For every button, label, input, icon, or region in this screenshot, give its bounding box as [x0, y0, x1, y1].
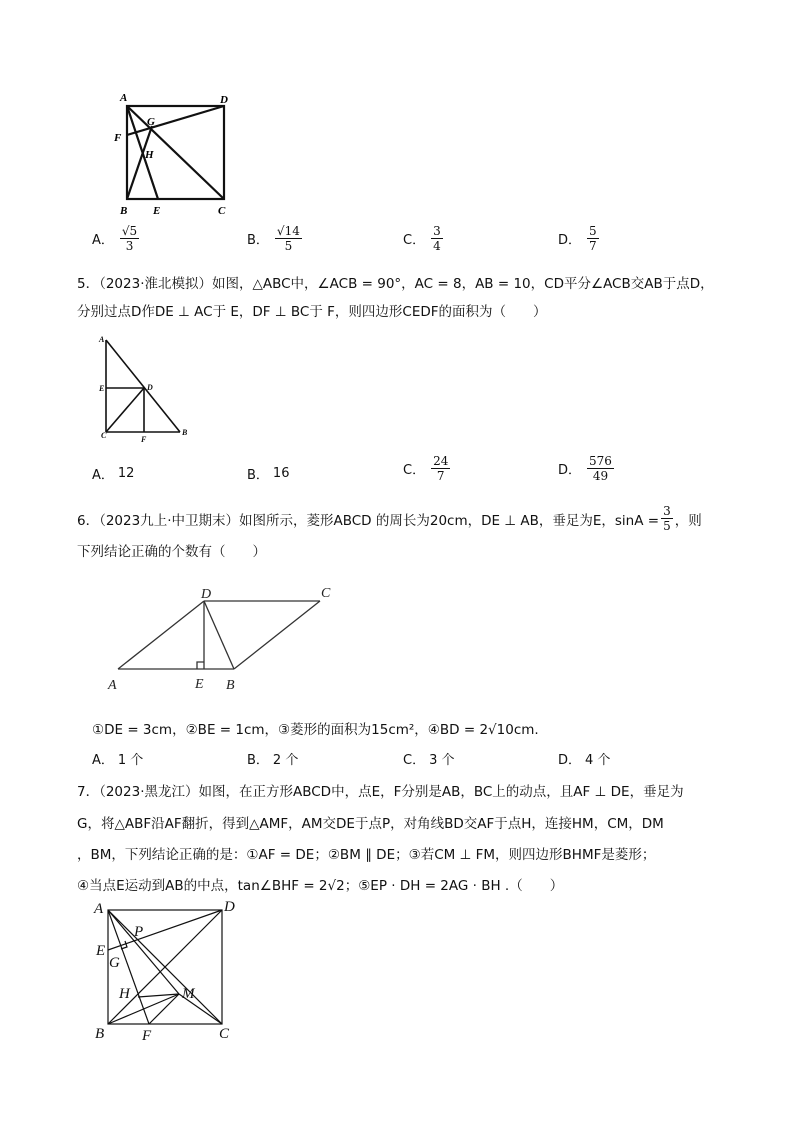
option-label: D．: [558, 463, 582, 478]
numerator: 5: [589, 224, 597, 238]
label-e: E: [195, 677, 204, 692]
label-e: E: [96, 943, 106, 959]
label-h: H: [119, 986, 130, 1002]
label-e: E: [153, 205, 161, 217]
q6-line-2: 下列结论正确的个数有（ ）: [77, 544, 266, 560]
label-g: G: [109, 955, 120, 971]
q6-line-1-text: 6．（2023九上·中卫期末）如图所示，菱形ABCD 的周长为20cm，DE ⊥ AB，垂足为E，sinA =: [77, 512, 660, 529]
label-d: D: [147, 383, 153, 392]
option-label: D．: [558, 233, 582, 248]
q6-option-b[interactable]: [247, 749, 298, 768]
label-c: C: [321, 586, 331, 601]
q5-line-1: 5．（2023·淮北模拟）如图，△ABC中，∠ACB = 90°，AC = 8，AB = 10，CD平分∠ACB交AB于点D，: [77, 276, 714, 292]
label-a: A: [99, 335, 105, 344]
label-a: A: [120, 92, 128, 104]
label-b: B: [120, 205, 128, 217]
option-label: A．: [92, 468, 114, 483]
label-c: C: [218, 205, 226, 217]
denominator: 5: [663, 519, 671, 533]
denominator: 7: [436, 469, 445, 483]
label-e: E: [99, 384, 105, 393]
option-label: D．: [558, 753, 582, 768]
label-d: D: [224, 899, 235, 915]
figure-q7: [92, 898, 242, 1046]
option-label: B．: [247, 753, 269, 768]
option-label: C．: [403, 753, 426, 768]
numerator: 3: [663, 504, 671, 518]
numerator: √14: [276, 224, 300, 238]
q7-line-3: ，BM，下列结论正确的是：①AF = DE；②BM ∥ DE；③若CM ⊥ FM，则四边形BHMF是菱形；: [77, 847, 656, 863]
label-f: F: [141, 435, 147, 444]
q6-statements: ①DE = 3cm，②BE = 1cm，③菱形的面积为15cm²，④BD = 2√10cm.: [92, 722, 539, 738]
label-h: H: [145, 149, 154, 161]
figure-q4: [110, 90, 250, 220]
option-text: 12: [117, 466, 135, 481]
label-c: C: [219, 1026, 230, 1042]
option-label: C．: [403, 463, 426, 478]
label-b: B: [226, 678, 235, 693]
option-text: 2 个: [272, 753, 299, 768]
option-text: 1 个: [117, 753, 144, 768]
label-b: B: [95, 1026, 105, 1042]
q4-option-c[interactable]: [403, 224, 443, 253]
q5-option-a[interactable]: [92, 464, 134, 483]
denominator: 5: [284, 239, 293, 253]
q6-line-1: [77, 504, 702, 533]
option-text: 4 个: [585, 753, 611, 768]
option-label: B．: [247, 233, 269, 248]
q6-option-d[interactable]: [558, 749, 610, 768]
q5-option-d[interactable]: [558, 454, 614, 483]
numerator: √5: [121, 224, 138, 238]
figure-q5: [92, 332, 202, 444]
label-m: M: [182, 986, 195, 1002]
label-d: D: [201, 587, 212, 602]
label-g: G: [147, 116, 155, 128]
q4-option-d[interactable]: [558, 224, 599, 253]
label-f: F: [142, 1028, 152, 1044]
denominator: 4: [433, 239, 441, 253]
q5-line-2: 分别过点D作DE ⊥ AC于 E，DF ⊥ BC于 F，则四边形CEDF的面积为（ ）: [77, 304, 547, 320]
label-b: B: [182, 428, 188, 437]
q6-option-c[interactable]: [403, 749, 454, 768]
label-a: A: [108, 678, 117, 693]
option-label: B．: [247, 468, 269, 483]
denominator: 3: [125, 239, 134, 253]
q4-option-b[interactable]: [247, 224, 302, 253]
label-c: C: [101, 431, 107, 440]
label-f: F: [114, 132, 122, 144]
q5-option-c[interactable]: [403, 454, 450, 483]
numerator: 24: [433, 454, 449, 468]
option-text: 16: [272, 466, 290, 481]
option-text: 3 个: [429, 753, 455, 768]
option-label: A．: [92, 233, 114, 248]
label-d: D: [220, 94, 228, 106]
numerator: 3: [433, 224, 441, 238]
q6-option-a[interactable]: [92, 749, 143, 768]
denominator: 49: [592, 469, 609, 483]
numerator: 576: [589, 454, 612, 468]
option-label: A．: [92, 753, 114, 768]
q7-line-2: G，将△ABF沿AF翻折，得到△AMF，AM交DE于点P，对角线BD交AF于点H，连接HM，CM，DM: [77, 816, 664, 832]
label-p: P: [134, 924, 144, 940]
q4-option-a[interactable]: [92, 224, 139, 253]
denominator: 7: [589, 239, 597, 253]
figure-q6: [100, 580, 350, 695]
q6-line-1-tail: ，则: [674, 512, 702, 529]
q5-option-b[interactable]: [247, 464, 289, 483]
q7-line-1: 7．（2023·黑龙江）如图，在正方形ABCD中，点E，F分别是AB，BC上的动点，且AF ⊥ DE，垂足为: [77, 784, 684, 800]
q7-line-4: ④当点E运动到AB的中点，tan∠BHF = 2√2；⑤EP · DH = 2AG · BH .（ ）: [77, 878, 564, 894]
option-label: C．: [403, 233, 426, 248]
label-a: A: [94, 901, 104, 917]
